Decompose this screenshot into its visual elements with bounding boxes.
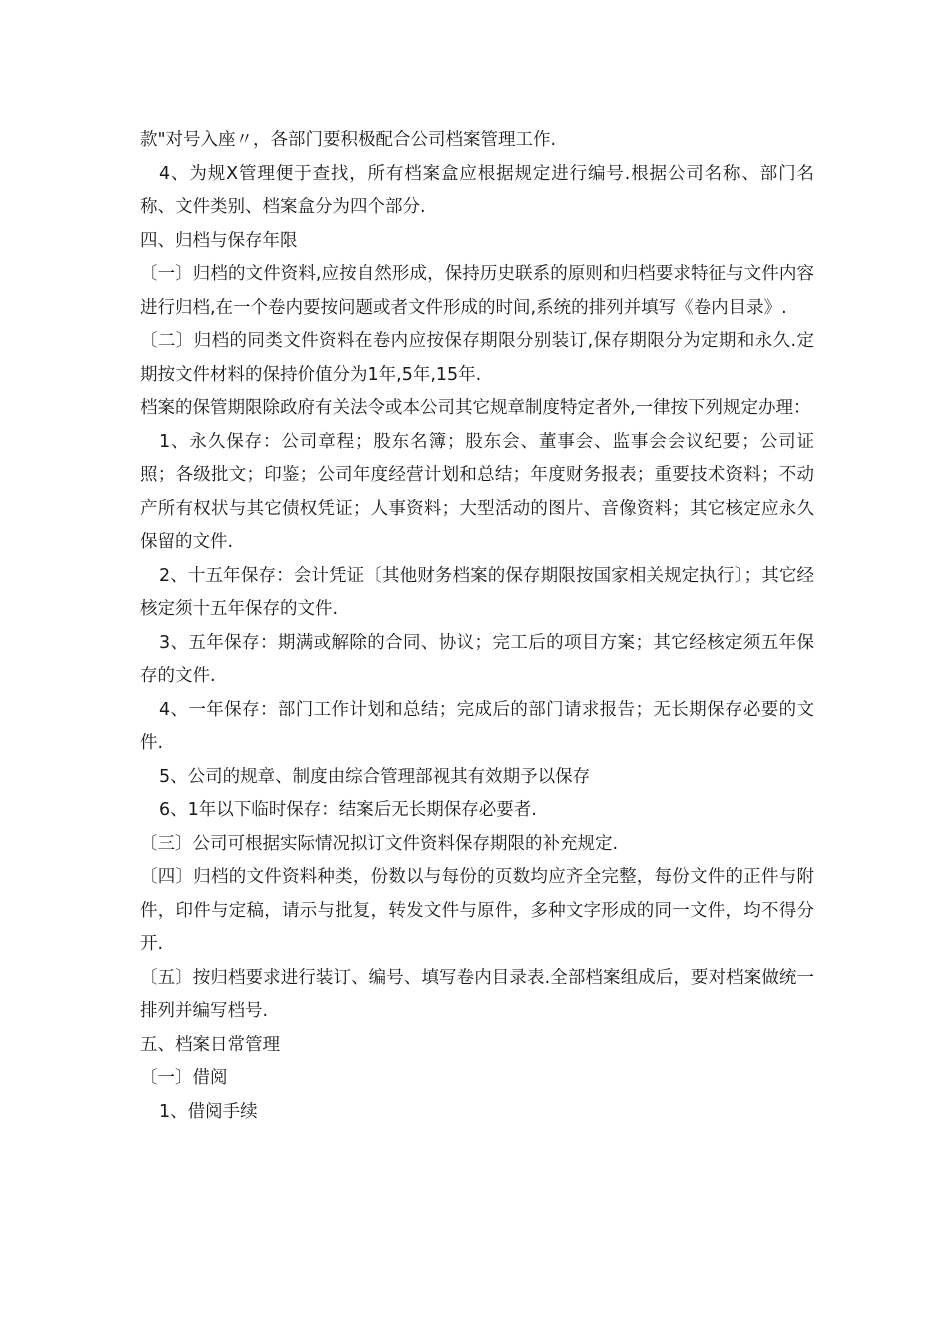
paragraph-sub-1: 〔一〕归档的文件资料,应按自然形成，保持历史联系的原则和归档要求特征与文件内容进行归档,在一个卷内要按问题或者文件形成的时间,系统的排列并填写《卷内目录》. <box>140 264 814 318</box>
section-heading-daily-management: 五、档案日常管理 <box>140 1034 280 1055</box>
list-item-temporary: 6、1年以下临时保存：结案后无长期保存必要者. <box>159 800 537 820</box>
paragraph-sub-2: 〔二〕归档的同类文件资料在卷内应按保存期限分别装订,保存期限分为定期和永久.定期按文件材料的保持价值分为1年,5年,15年. <box>140 331 814 385</box>
paragraph-sub-4: 〔四〕归档的文件资料种类，份数以与每份的页数均应齐全完整，每份文件的正件与附件，印件与定稿，请示与批复，转发文件与原件，多种文字形成的同一文件，均不得分开. <box>140 867 814 954</box>
list-item-permanent: 1、永久保存：公司章程；股东名簿；股东会、董事会、监事会会议纪要；公司证照；各级批文；印鉴；公司年度经营计划和总结；年度财务报表；重要技术资料；不动产所有权状与其它债权凭证；人事资料；大型活动的图片、音像资料；其它核定应永久保留的文件. <box>140 431 814 552</box>
paragraph-item-4-numbering: 4、为规X管理便于查找，所有档案盒应根据规定进行编号.根据公司名称、部门名称、文件类别、档案盒分为四个部分. <box>140 163 814 217</box>
paragraph-sub-5: 〔五〕按归档要求进行装订、编号、填写卷内目录表.全部档案组成后，要对档案做统一排列并编写档号. <box>140 967 814 1021</box>
list-item-fifteen-years: 2、十五年保存：会计凭证〔其他财务档案的保存期限按国家相关规定执行〕；其它经核定须十五年保存的文件. <box>140 565 814 619</box>
list-item-borrowing-procedure: 1、借阅手续 <box>159 1101 258 1122</box>
document-body <box>140 124 814 1129</box>
paragraph-sub-3: 〔三〕公司可根据实际情况拟订文件资料保存期限的补充规定. <box>140 833 619 854</box>
paragraph-sub-borrowing: 〔一〕借阅 <box>140 1068 228 1088</box>
list-item-regulations: 5、公司的规章、制度由综合管理部视其有效期予以保存 <box>159 766 591 787</box>
paragraph-retention-intro: 档案的保管期限除政府有关法令或本公司其它规章制度特定者外,一律按下列规定办理： <box>140 398 811 418</box>
section-heading-archiving-retention: 四、归档与保存年限 <box>140 230 298 251</box>
list-item-one-year: 4、一年保存：部门工作计划和总结；完成后的部门请求报告；无长期保存必要的文件. <box>140 699 814 753</box>
paragraph-continuation: 款"对号入座〃，各部门要积极配合公司档案管理工作. <box>140 130 557 150</box>
list-item-five-years: 3、五年保存：期满或解除的合同、协议；完工后的项目方案；其它经核定须五年保存的文件. <box>140 632 814 686</box>
